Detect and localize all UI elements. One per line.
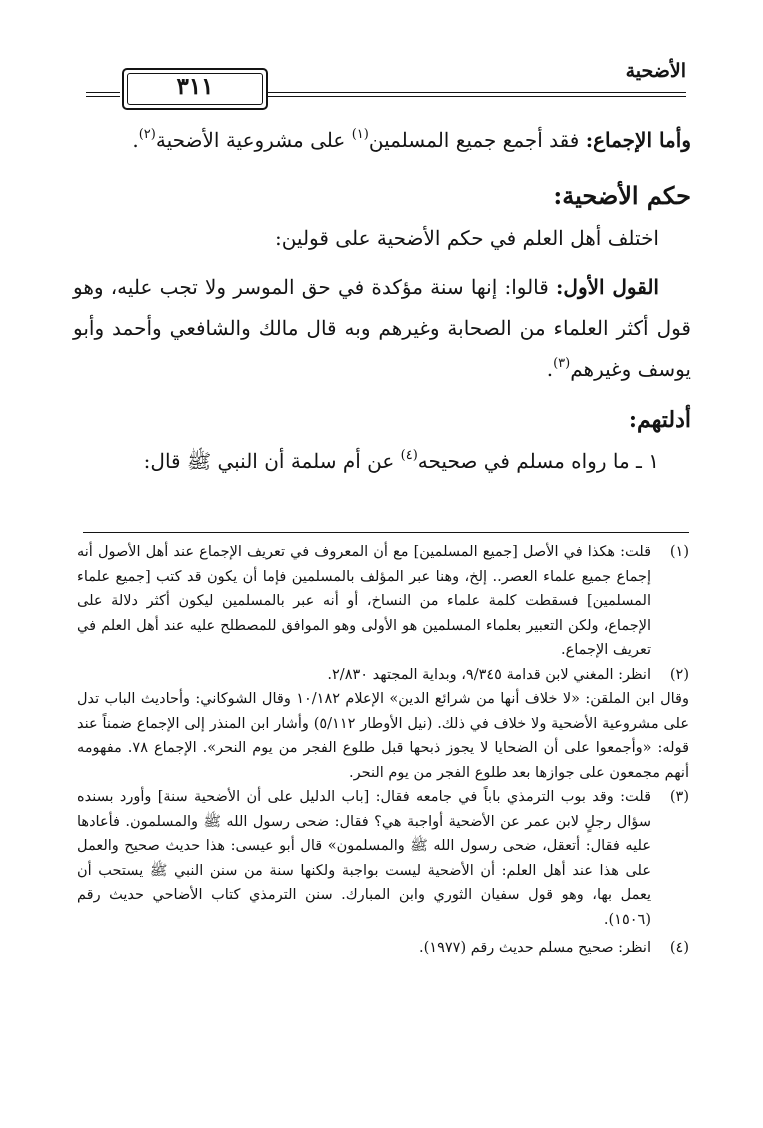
footnote-number: (١) [669, 544, 689, 560]
term-first-opinion: القول الأول: [556, 275, 659, 299]
footnote-4 [77, 936, 689, 961]
paragraph-text: عن أم سلمة أن النبي ﷺ قال: [143, 449, 401, 473]
paragraph-text: ١ ـ ما رواه مسلم في صحيحه [417, 449, 659, 473]
header-rule [268, 92, 686, 97]
footnote-text: قلت: هكذا في الأصل [جميع المسلمين] مع أن المعروف في تعريف الإجماع عند أهل الأصول أنه إجماع جميع علماء العصر.. إلخ، وهنا عبر المؤلف بالمسلمين فإما أن يكون قد كتب [جميع علماء المسلمين] فسقطت كلمة علماء من النساخ، أو أنه عبر بالمسلمين ليكون أكثر دلالة على الإجماع، ولكن التعبير بعلماء المسلمين هو الأولى وهو الموافق للمصطلح عليه عند أهل العلم في تعريف الإجماع. [77, 544, 651, 658]
footnote-text: قلت: وقد بوب الترمذي باباً في جامعه فقال: [باب الدليل على أن الأضحية سنة] وأورد بسنده سؤال رجلٍ لابن عمر عن الأضحية أواجبة هي؟ فقال: ضحى رسول الله ﷺ والمسلمون. فأعادها عليه فقال: أتعقل، ضحى رسول الله ﷺ والمسلمون» قال أبو عيسى: هذا حديث صحيح والعمل على هذا عند أهل العلم: أن الأضحية ليست بواجبة ولكنها سنة من سنن النبي ﷺ يستحب أن يعمل بها، وهو قول سفيان الثوري وابن المبارك. سنن الترمذي كتاب الأضاحي حديث رقم (١٥٠٦). [77, 789, 651, 928]
footnote-text: انظر: المغني لابن قدامة ٩/٣٤٥، وبداية المجتهد ٢/٨٣٠. [327, 666, 651, 683]
footnote-2 [77, 663, 689, 786]
footnote-1 [77, 540, 689, 663]
paragraph-text: . [546, 357, 554, 381]
header-rule-short [86, 92, 120, 97]
running-title: الأضحية [625, 60, 686, 82]
footnote-number: (٣) [669, 789, 689, 805]
page-number: ٣١١ [176, 73, 214, 100]
paragraph-evidence-1 [73, 441, 691, 482]
paragraph-text: على مشروعية الأضحية [155, 128, 352, 152]
footnote-number: (٤) [669, 940, 689, 956]
paragraph-consensus [73, 120, 691, 161]
main-text [73, 120, 691, 482]
paragraph-text: فقد أجمع جميع المسلمين [368, 128, 586, 152]
page-number-frame [122, 68, 268, 110]
page-header [86, 56, 686, 106]
footnote-number: (٢) [669, 666, 689, 683]
footnotes [77, 540, 689, 961]
paragraph-text: . [132, 128, 139, 152]
footnote-separator [83, 532, 689, 533]
section-heading-ruling: حكم الأضحية: [553, 181, 691, 210]
footnote-text-continued: وقال ابن الملقن: «لا خلاف أنها من شرائع الدين» الإعلام ١٠/١٨٢ وقال الشوكاني: وأحاديث الباب تدل على مشروعية الأضحية ولا خلاف في ذلك. (نيل الأوطار ٥/١١٢) وأشار ابن المنذر إلى الإجماع ضمناً عند قوله: «وأجمعوا على أن الضحايا لا يجوز ذبحها قبل طلوع الفجر من يوم النحر». الإجماع ٧٨. مفهومه أنهم مجمعون على جوازها بعد طلوع الفجر من يوم النحر. [77, 691, 689, 781]
footnote-text: انظر: صحيح مسلم حديث رقم (١٩٧٧). [419, 940, 651, 956]
footnote-ref-3: (٣) [553, 356, 571, 371]
section-heading-evidence: أدلتهم: [628, 407, 691, 433]
term-consensus: وأما الإجماع: [585, 128, 691, 152]
paragraph-text: قالوا: إنها سنة مؤكدة في حق الموسر ولا تجب عليه، وهو قول أكثر العلماء من الصحابة وغيرهم وبه قال مالك والشافعي وأحمد وأبو يوسف وغيرهم [73, 275, 691, 381]
footnote-ref-1: (١) [351, 127, 369, 142]
paragraph-intro: اختلف أهل العلم في حكم الأضحية على قولين: [274, 226, 659, 250]
footnote-ref-4: (٤) [400, 448, 418, 463]
paragraph-first-opinion [73, 267, 691, 390]
footnote-3 [77, 785, 689, 932]
footnote-ref-2: (٢) [138, 127, 156, 142]
